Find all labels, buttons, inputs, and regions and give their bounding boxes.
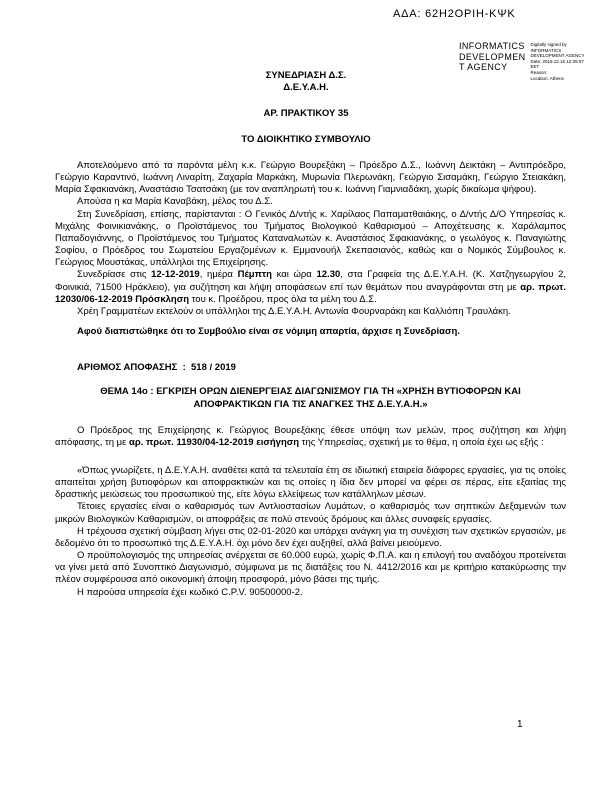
- session-details: Συνεδρίασε στις 12-12-2019, ημέρα Πέμπτη και ώρα 12.30, στα Γραφεία της Δ.Ε.Υ.Α.Η. (Κ. Χατζηγεωργίου 2, Φοινικιά, 71500 Ηράκλειο), για συζήτηση και λήψη αποφάσεων επί των θεμάτων που αναγράφονται στη με αρ. πρωτ. 12030/06-12-2019 Πρόσκληση του κ. Προέδρου, προς όλα τα μέλη του Δ.Σ.: [55, 269, 566, 305]
- cpv-code: Η παρούσα υπηρεσία έχει κωδικό C.P.V. 90500000-2.: [77, 586, 303, 598]
- chairman-introduction: Ο Πρόεδρος της Επιχείρησης κ. Γεώργιος Βουρεξάκης έθεσε υπόψη των μελών, προς συζήτηση και λήψη απόφασης, τη με αρ. πρωτ. 11930/04-12-2019 εισήγηση της Υπηρεσίας, σχετική με το θέμα, η οποία έχει ως εξής :: [55, 424, 566, 448]
- absent-member: Απούσα η κα Μαρία Καναβάκη, μέλος του Δ.Σ.: [77, 196, 273, 208]
- minutes-number: ΑΡ. ΠΡΑΚΤΙΚΟΥ 35: [263, 108, 349, 119]
- stamp-line: INFORMATICS: [530, 47, 562, 53]
- subject-heading: ΘΕΜΑ 14ο : ΕΓΚΡΙΣΗ ΟΡΩΝ ΔΙΕΝΕΡΓΕΙΑΣ ΔΙΑΓΩΝΙΣΜΟΥ ΓΙΑ ΤΗ «ΧΡΗΣΗ ΒΥΤΙΟΦΟΡΩΝ ΚΑΙ ΑΠΟΦΡΑΚΤΙΚΩΝ ΓΙΑ ΤΙΣ ΑΝΑΓΚΕΣ ΤΗΣ Δ.Ε.Υ.Α.Η.»: [100, 386, 521, 410]
- attendees: Στη Συνεδρίαση, επίσης, παρίστανται : Ο Γενικός Δ/ντής κ. Χαρίλαος Παπαματθαιάκης, ο Δ/ντής Δ/Ο Υπηρεσίας κ. Μιχάλης Φοινικιανάκης, ο Προϊστάμενος του Τμήματος Βιολογικού Καθαρισμού – Αποχέτευσης κ. Χαράλαμπος Παπαδογιάννης, ο Προϊστάμενος του Τμήματος Καταναλωτών κ. Αναστάσιος Σφακιανάκης, ο γεωλόγος κ. Παναγιώτης Σοφίου, ο Πρόεδρος του Σωματείου Εργαζομένων κ. Εμμανουήλ Σκεπασιανός, καθώς και ο Νομικός Σύμβουλος κ. Γεώργιος Μουστάκας, υπάλληλοι της Επιχείρησης.: [55, 208, 566, 269]
- board-title: ΤΟ ΔΙΟΙΚΗΤΙΚΟ ΣΥΜΒΟΥΛΙΟ: [241, 134, 371, 145]
- session-title: ΣΥΝΕΔΡΙΑΣΗ Δ.Σ.: [265, 70, 347, 81]
- decision-number: ΑΡΙΘΜΟΣ ΑΠΟΦΑΣΗΣ : 518 / 2019: [77, 362, 236, 374]
- secretaries: Χρέη Γραμματέων εκτελούν οι υπάλληλοι της Δ.Ε.Υ.Α.Η. Αντωνία Φουρναράκη και Καλλιόπη Τραυλάκη.: [77, 305, 511, 317]
- stamp-line: T AGENCY: [459, 62, 508, 72]
- contract-expiry: Η τρέχουσα σχετική σύμβαση λήγει στις 02-01-2020 και υπάρχει ανάγκη για τη συνέχιση των σχετικών εργασιών, με δεδομένο ότι το προσωπικό της Δ.Ε.Υ.Α.Η. όχι μόνο δεν έχει αυξηθεί, αλλά βαίνει μειούμενο.: [55, 525, 566, 549]
- quorum-note: Αφού διαπιστώθηκε ότι το Συμβούλιο είναι σε νόμιμη απαρτία, άρχισε η Συνεδρίαση.: [77, 326, 460, 338]
- stamp-line: DEVELOPMENT AGENCY: [530, 53, 585, 59]
- stamp-line: Location: Athens: [530, 75, 564, 81]
- recommendation-intro: «Όπως γνωρίζετε, η Δ.Ε.Υ.Α.Η. αναθέτει κατά τα τελευταία έτη σε ιδιωτική εταιρεία διάφορες εργασίες, για τις οποίες απαιτείται χρήση βυτιοφόρων και αποφρακτικών και τις οποίες η ίδια δεν μπορεί να φέρει σε πέρας, είτε εξαιτίας της δραστικής μειώσεως του προσωπικού της, είτε λόγω ελλείψεως των κατάλληλων μέσων.: [55, 464, 566, 501]
- works-description: Τέτοιες εργασίες είναι ο καθαρισμός των Αντλιοστασίων Λυμάτων, ο καθαρισμός των σηπτικών Δεξαμενών των μικρών Βιολογικών Καθαρισμών, οι αποφράξεις σε πολύ στενούς δρόμους και άλλες συναφείς εργασίες.: [55, 501, 566, 525]
- stamp-line: Date: 2019.12.16 12:25:07: [530, 58, 584, 64]
- stamp-line: DEVELOPMEN: [459, 51, 526, 62]
- stamp-line: Reason:: [530, 69, 548, 75]
- stamp-line: Digitally signed by: [530, 42, 567, 47]
- page-number: 1: [517, 719, 523, 730]
- stamp-line: EET: [530, 64, 540, 70]
- present-members: Αποτελούμενο από τα παρόντα μέλη κ.κ. Γεώργιο Βουρεξάκη – Πρόεδρο Δ.Σ., Ιωάννη Δεικτάκη – Αντιπρόεδρο, Γεώργιο Καραντινό, Ιωάννη Λιναρίτη, Ζαχαρία Μαρκάκη, Μυρωνία Πλερωνάκη, Γεώργιο Σισαμάκη, Γεώργιο Στειακάκη, Μαρία Σφακιανάκη, Αναστάσιο Τσατσάκη (με τον αναπληρωτή του κ. Ιωάννη Γιαμνιαδάκη, χωρίς δικαίωμα ψήφου).: [55, 160, 566, 196]
- digital-signature-stamp: [459, 41, 584, 81]
- stamp-signature-details: [531, 41, 585, 81]
- organization-title: Δ.Ε.Υ.Α.Η.: [283, 82, 329, 93]
- stamp-agency-name: [459, 41, 526, 81]
- document-body: [0, 160, 612, 599]
- budget-procurement: Ο προϋπολογισμός της υπηρεσίας ανέρχεται σε 60.000 ευρώ, χωρίς Φ.Π.Α. και η επιλογή του αναδόχου προτείνεται να γίνει μετά από Συνοπτικό Διαγωνισμό, σύμφωνα με τις διατάξεις του Ν. 4412/2016 και με κριτήριο κατακύρωσης την πλέον συμφέρουσα από οικονομική άποψη προσφορά, μόνο βάσει της τιμής.: [55, 550, 566, 586]
- ada-code: ΑΔΑ: 62Η2ΟΡΙΗ-ΚΨΚ: [393, 8, 516, 20]
- stamp-line: INFORMATICS: [459, 41, 525, 51]
